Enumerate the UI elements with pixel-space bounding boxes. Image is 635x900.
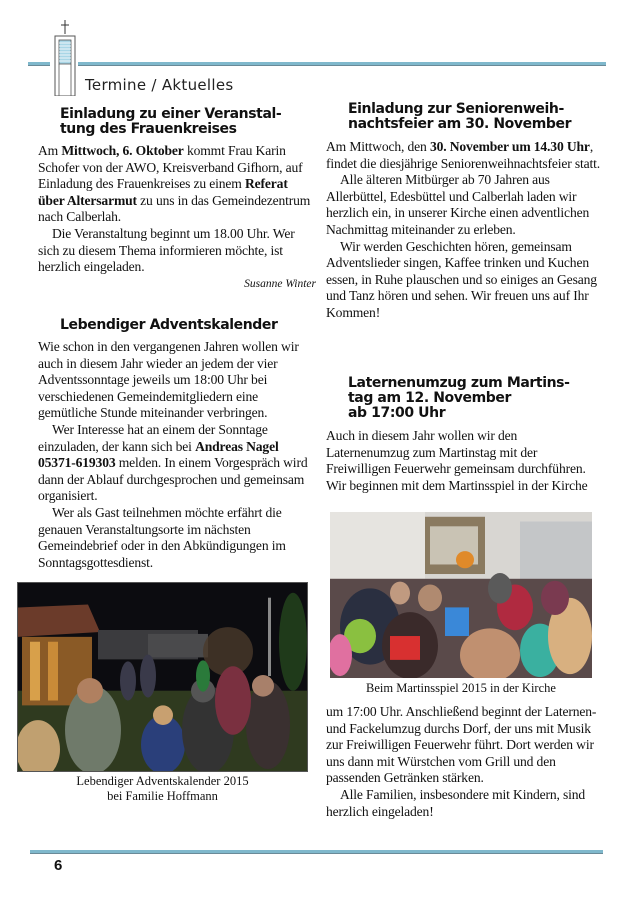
article-paragraph: Auch in diesem Jahr wollen wir den Laternenumzug zum Martinstag mit der Freiwilligen Feuerwehr gemeinsam durchführen. Wir beginnen mit dem Martinsspiel in der Kirche: [326, 428, 588, 493]
church-tower-icon: [54, 20, 76, 96]
photo-caption: Beim Martinsspiel 2015 in der Kirche: [366, 681, 556, 695]
article-paragraph: um 17:00 Uhr. Anschließend beginnt der Laternen- und Fackelumzug durchs Dorf, der uns mit Musik zur Freiwilligen Feuerwehr führt. Dort werden wir uns dann mit Würstchen vom Grill und den passenden Getränken stärken.: [326, 704, 597, 786]
text: melden. In einem Vorgespräch wird dann der Ablauf durchgesprochen und gemeinsam organisiert.: [38, 455, 308, 504]
page-number: 6: [54, 857, 63, 874]
article-title: [326, 102, 602, 132]
text: Wer Interesse hat an einem der Sonntage einzuladen, der kann sich bei: [38, 421, 268, 454]
article-paragraph: Alle älteren Mitbürger ab 70 Jahren aus Allerbüttel, Edesbüttel und Calberlah laden wir herzlich ein, in unserer Kirche einen adventlichen Nachmittag miteinander zu erleben.: [326, 172, 590, 237]
night-garden-photo: [18, 583, 307, 771]
text: Am Mittwoch, den: [326, 139, 430, 154]
header-rule-right: [78, 62, 606, 66]
author-signature: Susanne Winter: [244, 277, 316, 290]
article-seniorenfeier: [326, 102, 602, 322]
article-frauenkreis: [38, 107, 316, 291]
title-line: Laternenumzug zum Martins-: [348, 375, 570, 391]
section-title: Termine / Aktuelles: [85, 76, 234, 94]
article-paragraph: Wir werden Geschichten hören, gemeinsam Adventslieder singen, Kaffee trinken und Kuchen essen, in Ruhe plauschen und so einiges an Gesang und Tanz hören und sehen. Wir freuen uns auf Ihr Kommen!: [326, 238, 597, 320]
article-adventskalender: [38, 318, 316, 571]
text: kommt Frau Karin Schofer von der AWO, Kreisverband Gifhorn, auf Einladung des Frauenkreises zu einem: [38, 143, 303, 192]
church-children-photo: [330, 512, 592, 678]
caption-line: bei Familie Hoffmann: [107, 789, 218, 803]
text: Am: [38, 143, 62, 158]
article-title: [326, 376, 602, 421]
article-paragraph: [38, 143, 316, 226]
photo-adventskalender: [17, 582, 308, 772]
article-paragraph: Wie schon in den vergangenen Jahren wollen wir auch in diesem Jahr wieder an jedem der vier Adventssonntage jeweils um 18:00 Uhr bei verschiedenen Gemeindemitgliedern eine gemütliche Stunde miteinander verbringen.: [38, 339, 299, 421]
article-laternenumzug-continued: [326, 704, 602, 820]
header-rule-left: [28, 62, 50, 66]
article-paragraph: Alle Familien, insbesondere mit Kindern, sind herzlich eingeladen!: [326, 786, 586, 819]
article-paragraph: [38, 422, 316, 505]
article-paragraph: Wer als Gast teilnehmen möchte erfährt die genauen Veranstaltungsorte im nächsten Gemeindebrief oder in den Abkündigungen im Sonntagsgottesdienst.: [38, 504, 286, 570]
title-line: ab 17:00 Uhr: [348, 405, 446, 421]
title-line: Einladung zu einer Veranstal-: [60, 106, 282, 122]
event-date: Mittwoch, 6. Oktober: [61, 143, 184, 158]
title-line: nachtsfeier am 30. November: [348, 116, 572, 132]
caption-line: Lebendiger Adventskalender 2015: [76, 774, 249, 788]
title-line: tung des Frauenkreises: [60, 121, 237, 137]
title-line: Einladung zur Seniorenweih-: [348, 101, 564, 117]
article-paragraph: Die Veranstaltung beginnt um 18.00 Uhr. Wer sich zu diesem Thema informieren möchte, ist herzlich eingeladen.: [38, 225, 295, 275]
text: zu uns in das Gemeindezentrum nach Calberlah.: [38, 192, 311, 225]
contact-info: Andreas Nagel 05371-619303: [38, 438, 279, 471]
article-paragraph: [326, 139, 602, 172]
article-laternenumzug: [326, 376, 602, 494]
event-topic: Referat über Altersarmut: [38, 176, 288, 208]
article-title: Lebendiger Adventskalender: [60, 317, 278, 333]
photo-martinsspiel: [330, 512, 592, 678]
title-line: tag am 12. November: [348, 390, 511, 406]
event-date: 30. November um 14.30 Uhr: [429, 139, 590, 154]
text: , findet die diesjährige Seniorenweihnachtsfeier statt.: [326, 139, 601, 171]
footer-rule: [30, 850, 603, 854]
photo-caption: [17, 774, 308, 804]
article-title: [38, 107, 316, 137]
